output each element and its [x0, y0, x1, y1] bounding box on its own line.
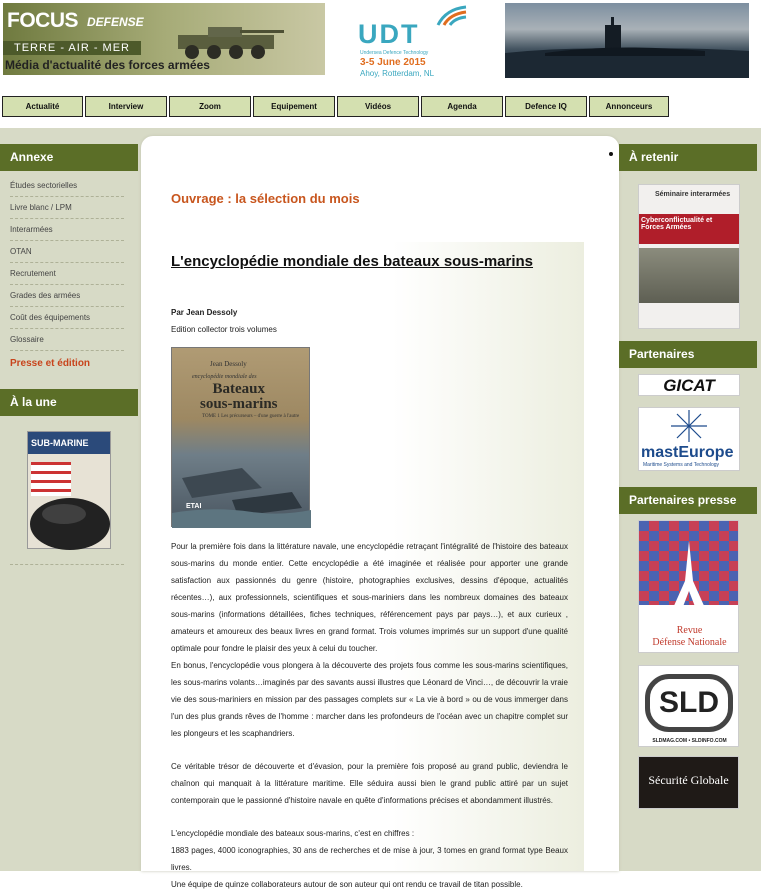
sidebar-link-grades[interactable]: Grades des armées	[10, 285, 124, 307]
seminaire-subtitle: Cyberconflictualité et Forces Armées	[639, 214, 739, 244]
mast-name: mastEurope	[641, 444, 734, 461]
submarine-icon	[505, 3, 749, 78]
nav-interview[interactable]: Interview	[85, 96, 167, 117]
book-title: Bateaux sous-marins	[200, 381, 278, 412]
revue-defense-nationale-logo[interactable]	[638, 520, 739, 653]
nav-equipement[interactable]: Equipement	[253, 96, 335, 117]
nav-annonceurs[interactable]: Annonceurs	[589, 96, 669, 117]
main-content	[141, 136, 619, 889]
divider	[10, 564, 124, 565]
article-author: Par Jean Dessoly	[171, 308, 238, 317]
sidebar-link-etudes[interactable]: Études sectorielles	[10, 175, 124, 197]
nav-zoom[interactable]: Zoom	[169, 96, 251, 117]
article-title[interactable]: L'encyclopédie mondiale des bateaux sous-marins	[171, 253, 534, 270]
article-edition: Edition collector trois volumes	[171, 325, 277, 334]
partenaires-presse-heading: Partenaires presse	[619, 487, 757, 514]
logo-defense-text: DEFENSE	[87, 15, 144, 29]
sld-logo[interactable]	[638, 665, 739, 747]
udt-banner[interactable]	[350, 3, 480, 77]
rdn-text: Revue Défense Nationale	[652, 625, 727, 648]
a-la-une-heading: À la une	[0, 389, 138, 416]
sidebar-link-presse-edition[interactable]: Presse et édition	[10, 358, 91, 369]
sld-text: SLD	[645, 674, 733, 732]
submarine-hull-icon	[28, 486, 112, 550]
udt-subtitle: Undersea Defence Technology	[360, 50, 429, 56]
gicat-text: GICAT	[663, 376, 715, 395]
mast-tagline: Maritime Systems and Technology	[643, 462, 720, 468]
article-paragraph: L'encyclopédie mondiale des bateaux sous-marins, c'est en chiffres : 1883 pages, 4000 iconographies, 30 ans de recherches et de mise à jour, 3 tomes en grand format type Beaux livres. Une équipe de quinze collaborateurs autour de son auteur qui ont rendu ce travail de titan possible.	[171, 829, 568, 889]
nav-actualite[interactable]: Actualité	[2, 96, 83, 117]
sidebar-link-recrutement[interactable]: Recrutement	[10, 263, 124, 285]
star-burst-icon	[671, 410, 707, 442]
book-line: encyclopédie mondiale des	[192, 374, 257, 380]
article-paragraph: Pour la première fois dans la littérature navale, une encyclopédie retraçant l'intégralité de l'histoire des bateaux sous-marins du monde entier. Cette encyclopédie a été imaginée et réalisée pour apporter une grande satisfaction aux passionnés du genre (histoire, photographies exclusives, dessins d'époque, actualités récentes…), aux professionnels, scientifiques et sous-mariniers dans les nombreux domaines des bateaux sous-marins (informations détaillées, fiches techniques, référencement pays par pays…), et aux curieux , amateurs et amoureux des beaux livres en grand format. Trois volumes imprimés sur un support d'une qualité optimale pour fondre le plaisir des yeux à celui du toucher.	[171, 542, 568, 653]
nav-videos[interactable]: Vidéos	[337, 96, 419, 117]
sidebar-link-cout[interactable]: Coût des équipements	[10, 307, 124, 329]
book-publisher: ETAI	[186, 503, 202, 510]
eiffel-tower-icon	[669, 541, 709, 617]
sidebar-link-interarmees[interactable]: Interarmées	[10, 219, 124, 241]
seminaire-photo	[639, 248, 739, 303]
nav-defence-iq[interactable]: Defence IQ	[505, 96, 587, 117]
main-navigation	[0, 96, 761, 120]
logo-terre-air-mer: TERRE - AIR - MER	[3, 41, 141, 55]
book-volume: TOME 1 Les précurseurs – d'une guerre à l'autre	[202, 414, 300, 419]
securite-globale-text: Sécurité Globale	[648, 773, 729, 787]
book-cover-image	[171, 347, 310, 527]
udt-dates: 3-5 June 2015	[360, 57, 426, 68]
sld-sites: SLDMAG.COM • SLDINFO.COM	[652, 738, 727, 744]
a-retenir-heading: À retenir	[619, 144, 757, 171]
submarine-banner-image[interactable]	[505, 3, 749, 78]
udt-place: Ahoy, Rotterdam, NL	[360, 69, 435, 78]
book-author: Jean Dessoly	[210, 360, 247, 368]
gicat-logo[interactable]	[638, 374, 740, 396]
sub-marine-magazine-cover[interactable]	[27, 431, 111, 549]
annexe-heading: Annexe	[0, 144, 138, 171]
sidebar-link-glossaire[interactable]: Glossaire	[10, 329, 124, 351]
left-sidebar	[0, 144, 138, 448]
mast-europe-logo[interactable]	[638, 407, 740, 471]
securite-globale-logo[interactable]	[638, 756, 739, 809]
udt-title: UDT	[358, 19, 420, 49]
article-paragraph: En bonus, l'encyclopédie vous plongera à la découverte des projets fous comme les sous-marins scientifiques, les sous-marins volants…imaginés par des savants aussi illustres que Léonard de Vinci…, de découvrir la vraie vie des sous-mariniers en mission par des passages complets sur « La vie à bord » ou de vous immerger dans l'un des plus grands rêves de l'homme : marcher dans les profondeurs de l'océan avec un chapitre complet sur les plongeurs et les scaphandriers.	[171, 661, 568, 738]
nav-agenda[interactable]: Agenda	[421, 96, 503, 117]
article-paragraph: Ce véritable trésor de découverte et d'évasion, pour la première fois proposé au grand public, deviendra le chaînon qui manquait à la littérature maritime. Elle séduira aussi bien le grand public attiré par un sujet contemporain que le passionné d'histoire navale en quête d'informations précises et abondamment illustrés.	[171, 762, 568, 805]
partenaires-heading: Partenaires	[619, 341, 757, 368]
magazine-title: SUB-MARINE	[28, 432, 110, 454]
list-bullet	[609, 152, 613, 156]
section-overline: Ouvrage : la sélection du mois	[171, 191, 360, 206]
site-tagline: Média d'actualité des forces armées	[5, 58, 210, 72]
logo-focus-text: FOCUS	[7, 9, 78, 32]
armored-vehicle-icon	[168, 21, 288, 61]
seminaire-poster[interactable]	[638, 184, 740, 329]
udt-wave-icon	[436, 5, 470, 27]
sidebar-link-otan[interactable]: OTAN	[10, 241, 124, 263]
seminaire-title: Séminaire interarmées	[655, 191, 731, 198]
sidebar-link-livre-blanc[interactable]: Livre blanc / LPM	[10, 197, 124, 219]
ship-illustration-icon	[172, 428, 311, 528]
